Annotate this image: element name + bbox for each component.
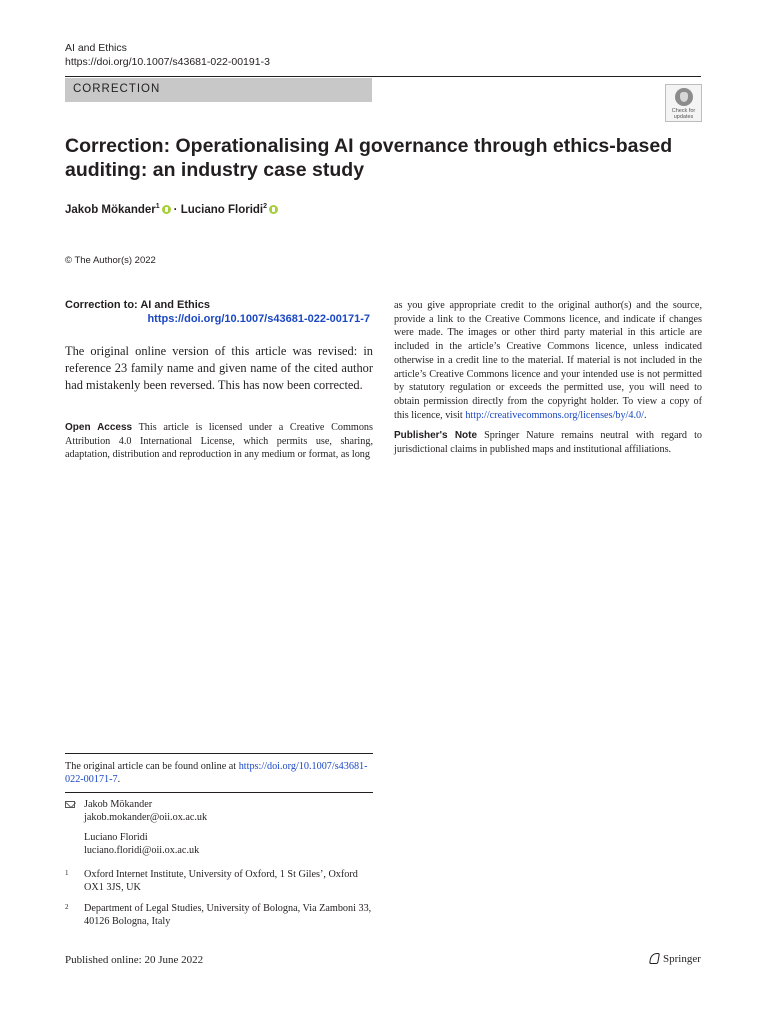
affiliation-text: Oxford Internet Institute, University of Oxford, 1 St Giles’, Oxford OX1 3JS, UK (84, 869, 358, 893)
check-updates-icon (675, 88, 693, 106)
author-separator: · (173, 203, 178, 216)
open-access-paragraph (65, 421, 373, 462)
correction-to-label: Correction to: AI and Ethics (65, 299, 211, 311)
correction-body: The original online version of this article was revised: in reference 23 family name and given name of the cited author had mistakenly been reversed. This has now been corrected. (65, 344, 373, 392)
published-date: Published online: 20 June 2022 (65, 954, 204, 966)
affiliation-number: 1 (65, 869, 69, 877)
contact-block (65, 799, 373, 857)
journal-name: AI and Ethics (65, 42, 127, 54)
publisher-logo (648, 952, 701, 965)
open-access-continued-text: as you give appropriate credit to the original author(s) and the source, provide a link to the Creative Commons licence, and indicate if changes were made. The images or other third party material in this article are included in the article’s Creative Commons licence, unless indicated otherwise in a credit line to the material. If material is not included in the article’s Creative Commons licence and your intended use is not permitted by statutory regulation or exceeds the permitted use, you will need to obtain permission directly from the copyright holder. To view a copy of this licence, visit (394, 300, 702, 421)
author-list (65, 203, 281, 216)
publisher-note-label: Publisher's Note (394, 430, 478, 441)
licence-link[interactable]: http://creativecommons.org/licenses/by/4.0/ (465, 409, 644, 421)
open-access-continued (394, 299, 702, 422)
original-article-note (65, 760, 373, 786)
original-article-end: . (117, 774, 121, 785)
check-for-updates-badge[interactable] (665, 84, 702, 122)
check-updates-line2: updates (673, 114, 694, 120)
check-updates-line1: Check for (671, 108, 696, 114)
orcid-icon[interactable] (269, 205, 278, 214)
affiliation (65, 903, 373, 928)
open-access-label: Open Access (65, 422, 133, 433)
footnote-rule (65, 753, 373, 754)
article-doi[interactable]: https://doi.org/10.1007/s43681-022-00191-3 (65, 56, 270, 68)
original-article-prefix: The original article can be found online at (65, 761, 237, 772)
affiliation (65, 869, 373, 894)
contact-rule (65, 792, 373, 793)
original-article-link[interactable]: https://doi.org/10.1007/s43681-022-00171-7 (65, 761, 368, 785)
publisher-name: Springer (663, 953, 701, 965)
envelope-icon (65, 801, 75, 808)
article-title: Correction: Operationalising AI governance through ethics-based auditing: an industry case study (65, 135, 673, 181)
author-affil-ref: 2 (263, 203, 268, 210)
publisher-note (394, 429, 702, 456)
orcid-icon[interactable] (162, 205, 171, 214)
contact-email[interactable]: jakob.mokander@oii.ox.ac.uk (84, 811, 208, 823)
header-rule (65, 76, 701, 77)
affiliation-text: Department of Legal Studies, University of Bologna, Via Zamboni 33, 40126 Bologna, Italy (84, 903, 372, 927)
affiliation-number: 2 (65, 903, 69, 911)
open-access-text: This article is licensed under a Creative Commons Attribution 4.0 International License, which permits use, sharing, adaptation, distribution and reproduction in any medium or format, as long (65, 422, 373, 461)
article-type-label: CORRECTION (73, 83, 161, 95)
journal-header (65, 41, 270, 69)
contact-name: Jakob Mökander (84, 799, 153, 810)
copyright-line: © The Author(s) 2022 (65, 255, 156, 266)
author-name: Jakob Mökander (65, 203, 156, 216)
springer-horse-icon (648, 952, 660, 964)
contact-name: Luciano Floridi (84, 832, 148, 843)
publisher-note-text: Springer Nature remains neutral with regard to jurisdictional claims in published maps and institutional affiliations. (394, 430, 703, 455)
author-name: Luciano Floridi (180, 203, 264, 216)
author-affil-ref: 1 (155, 203, 160, 210)
correction-to-link[interactable]: https://doi.org/10.1007/s43681-022-00171-7 (147, 313, 370, 325)
article-type-band (65, 78, 372, 102)
licence-end: . (643, 409, 647, 421)
contact-email[interactable]: luciano.floridi@oii.ox.ac.uk (84, 844, 200, 856)
